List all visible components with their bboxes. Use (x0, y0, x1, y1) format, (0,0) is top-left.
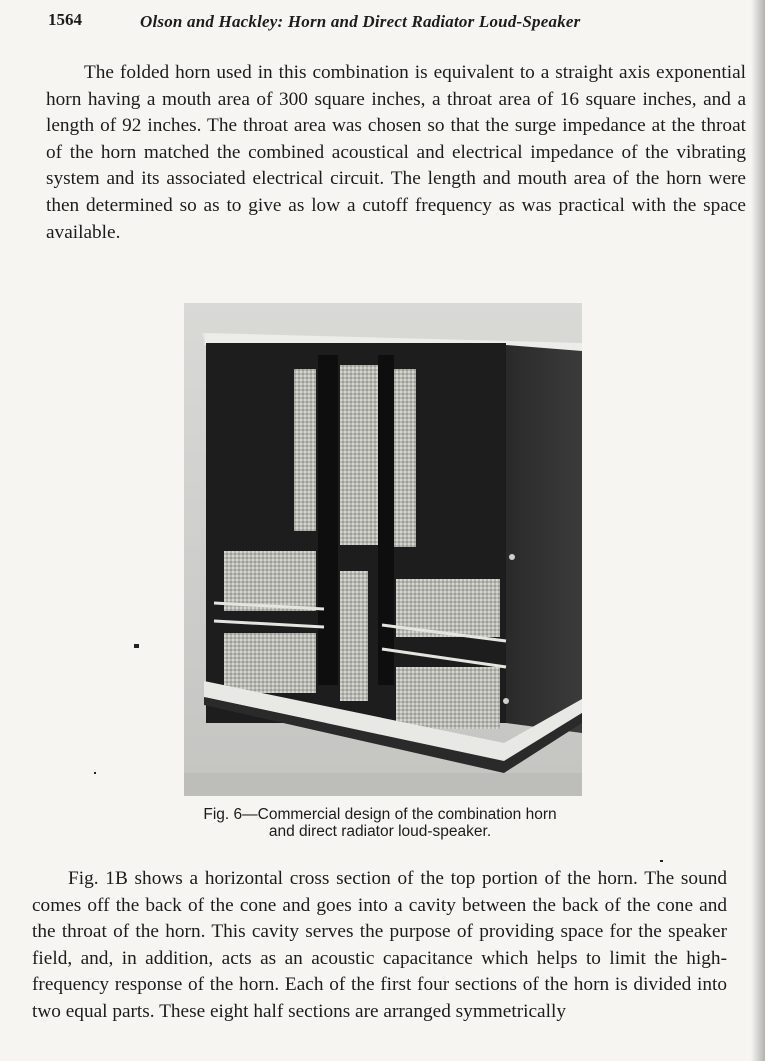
page-number: 1564 (48, 10, 82, 29)
figure-caption (140, 806, 620, 840)
running-title: Olson and Hackley: Horn and Direct Radiator Loud-Speaker (140, 12, 581, 31)
page-edge-shadow (751, 0, 765, 1061)
paragraph-cross-section: Fig. 1B shows a horizontal cross section of the top portion of the horn. The sound comes off the back of the cone and goes into a cavity between the back of the cone and the throat of the horn. This cavity serves the purpose of providing space for the speaker field, and, in addition, acts as an acoustic capacitance which helps to limit the high-frequency response of the horn. Each of the first four sections of the horn is divided into two equal parts. These eight half sections are arranged symmetrically (32, 868, 727, 1022)
print-speck (660, 860, 663, 862)
running-header (48, 10, 725, 36)
caption-line-1: Fig. 6—Commercial design of the combination horn (203, 806, 557, 823)
loudspeaker-cabinet-photo (184, 303, 582, 796)
caption-line-2: and direct radiator loud-speaker. (268, 823, 492, 840)
print-speck (134, 644, 139, 648)
figure-loudspeaker-photo (184, 303, 582, 796)
print-speck (94, 772, 96, 774)
paragraph-folded-horn: The folded horn used in this combination is equivalent to a straight axis exponential horn having a mouth area of 300 square inches, a throat area of 16 square inches, and a length of 92 inches. The throat area was chosen so that the surge impedance at the throat of the horn matched the combined acoustical and electrical impedance of the vibrating system and its associated electrical circuit. The length and mouth area of the horn were then determined so as to give as low a cutoff frequency as was practical with the space available. (46, 62, 746, 243)
